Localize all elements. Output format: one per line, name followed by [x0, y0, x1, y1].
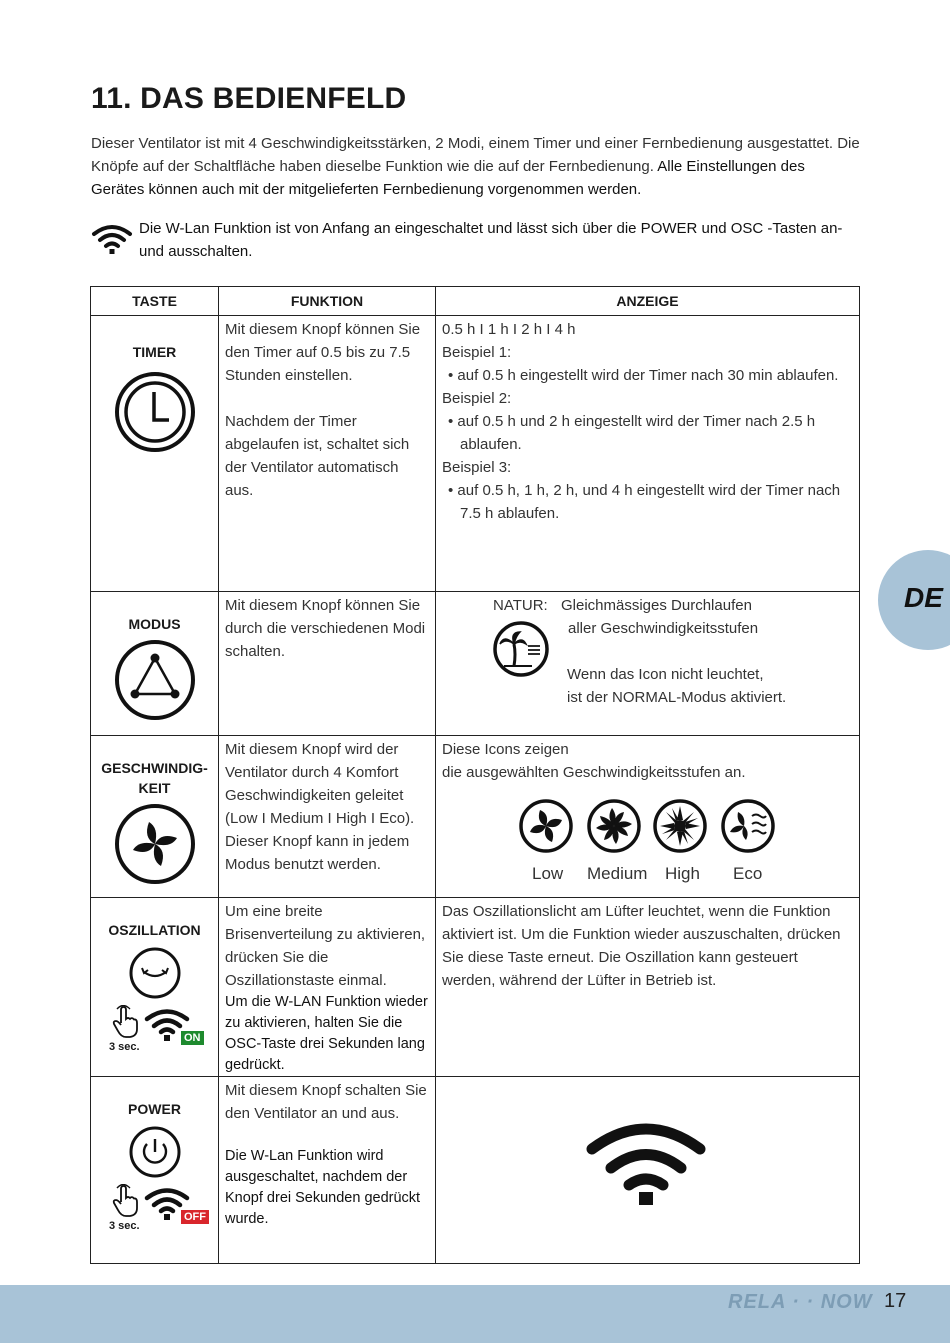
osc-function-2: Um die W-LAN Funktion wieder zu aktivieren, halten Sie die OSC-Taste drei Sekunden lang gedrückt.: [225, 994, 428, 1073]
speed-label-eco: Eco: [733, 864, 763, 883]
table-row-oscillation: [91, 898, 860, 1077]
wlan-note-text: Die W-Lan Funktion ist von Anfang an eingeschaltet und lässt sich über die POWER und OSC -Tasten an- und ausschalten.: [139, 220, 843, 260]
speed-label-high: High: [665, 864, 700, 883]
header-funktion: FUNKTION: [219, 287, 436, 316]
intro-paragraph: [91, 132, 861, 201]
function-cell-modus: [219, 592, 436, 736]
language-code: DE: [904, 582, 943, 613]
function-cell-oscillation: [219, 898, 436, 1077]
fan-medium-icon: [586, 798, 642, 854]
header-taste: TASTE: [91, 287, 219, 316]
display-cell-timer: [436, 316, 860, 592]
speed-label-medium: Medium: [587, 864, 648, 883]
key-name-speed: GESCHWINDIG- KEIT: [101, 760, 208, 796]
timer-example-3: • auf 0.5 h, 1 h, 2 h, und 4 h eingestellt wird der Timer nach 7.5 h ablaufen.: [448, 482, 841, 522]
oscillation-icon: [128, 946, 182, 1000]
osc-display: Das Oszillationslicht am Lüfter leuchtet, wenn die Funktion aktiviert ist. Um die Funktion wieder auszuschalten, drücken Sie diese Taste erneut. Die Oszillation kann gesteuert werden, während der Lüfter in Betrieb ist.: [442, 903, 841, 989]
osc-function-1: Um eine breite Brisenverteilung zu aktivieren, drücken Sie die Oszillationstaste einmal.: [225, 903, 426, 989]
table-row-modus: [91, 592, 860, 736]
key-name-oscillation: OSZILLATION: [108, 922, 201, 938]
key-cell-modus: [91, 592, 219, 736]
fan-low-icon: [518, 798, 574, 854]
clock-icon: [113, 370, 197, 454]
wifi-large-icon: [586, 1117, 706, 1207]
speed-function: Mit diesem Knopf wird der Ventilator durch 4 Komfort Geschwindigkeiten geleitet (Low I Medium I High I Eco). Dieser Knopf kann in jedem Modus benutzt werden.: [225, 741, 415, 873]
speed-disp-1: Diese Icons zeigen: [442, 741, 569, 758]
display-cell-oscillation: [436, 898, 860, 1077]
timer-function-2: Nachdem der Timer abgelaufen ist, schaltet sich der Ventilator automatisch aus.: [225, 413, 410, 499]
key-name-power: POWER: [128, 1101, 181, 1117]
key-cell-timer: [91, 316, 219, 592]
power-function-1: Mit diesem Knopf schalten Sie den Ventilator an und aus.: [225, 1082, 427, 1122]
display-cell-modus: [436, 592, 860, 736]
function-cell-power: [219, 1077, 436, 1264]
intro-text-1: Dieser Ventilator ist mit 4 Geschwindigkeitsstärken, 2 Modi, einem Timer und einer Fernbedienung ausgestattet. Die Knöpfe auf der Schaltfläche haben dieselbe Funktion wie die auf der Fernbedienung.: [91, 135, 860, 175]
display-cell-speed: [436, 736, 860, 898]
timer-options: 0.5 h I 1 h I 2 h I 4 h: [442, 321, 576, 338]
palm-tree-icon: [492, 620, 550, 678]
power-hold-time: 3 sec.: [109, 1220, 140, 1232]
table-row-speed: [91, 736, 860, 898]
brand-logo: RELA · · NOW: [728, 1291, 873, 1313]
wifi-on-badge: ON: [181, 1031, 204, 1045]
timer-function-1: Mit diesem Knopf können Sie den Timer auf 0.5 bis zu 7.5 Stunden einstellen.: [225, 321, 421, 384]
timer-example-1-label: Beispiel 1:: [442, 344, 512, 361]
natur-desc-2: aller Geschwindigkeitsstufen: [568, 620, 759, 637]
timer-example-3-label: Beispiel 3:: [442, 459, 512, 476]
normal-desc-1: Wenn das Icon nicht leuchtet,: [567, 666, 764, 683]
header-anzeige: ANZEIGE: [436, 287, 860, 316]
page-title: 11. DAS BEDIENFELD: [91, 82, 407, 115]
timer-example-1: • auf 0.5 h eingestellt wird der Timer nach 30 min ablaufen.: [448, 367, 839, 384]
key-name-modus: MODUS: [128, 616, 181, 632]
modus-function: Mit diesem Knopf können Sie durch die verschiedenen Modi schalten.: [225, 597, 426, 660]
fan-eco-icon: [720, 798, 776, 854]
key-cell-power: [91, 1077, 219, 1264]
fan-high-icon: [652, 798, 708, 854]
display-cell-power: [436, 1077, 860, 1264]
table-row-power: [91, 1077, 860, 1264]
speed-label-low: Low: [532, 864, 564, 883]
wifi-icon: [91, 223, 133, 255]
key-cell-speed: [91, 736, 219, 898]
mode-triangle-icon: [113, 638, 197, 722]
control-panel-table: [90, 286, 860, 1264]
osc-hold-time: 3 sec.: [109, 1041, 140, 1053]
wifi-off-badge: OFF: [181, 1210, 209, 1224]
speed-disp-2: die ausgewählten Geschwindigkeitsstufen an.: [442, 764, 746, 781]
key-cell-oscillation: [91, 898, 219, 1077]
intro-text-2: Alle Einstellungen des Gerätes können auch mit der mitgelieferten Fernbedienung vorgenommen werden.: [91, 158, 805, 198]
natur-desc-1: Gleichmässiges Durchlaufen: [561, 597, 752, 614]
function-cell-timer: [219, 316, 436, 592]
power-icon: [128, 1125, 182, 1179]
osc-wifi-hold: [91, 1005, 218, 1057]
function-cell-speed: [219, 736, 436, 898]
power-wifi-hold: [91, 1184, 218, 1236]
timer-example-2-label: Beispiel 2:: [442, 390, 512, 407]
table-header-row: [91, 287, 860, 316]
fan-speed-icon: [113, 802, 197, 886]
key-name-timer: TIMER: [132, 344, 177, 360]
power-function-2: Die W-Lan Funktion wird ausgeschaltet, nachdem der Knopf drei Sekunden gedrückt wurde.: [225, 1148, 421, 1227]
page-number: 17: [884, 1290, 907, 1312]
hand-tap-icon: [111, 1184, 141, 1218]
timer-example-2: • auf 0.5 h und 2 h eingestellt wird der Timer nach 2.5 h ablaufen.: [448, 413, 816, 453]
normal-desc-2: ist der NORMAL-Modus aktiviert.: [567, 689, 787, 706]
table-row-timer: [91, 316, 860, 592]
hand-tap-icon: [111, 1005, 141, 1039]
language-tab: [878, 550, 950, 650]
natur-label: NATUR:: [493, 597, 548, 614]
